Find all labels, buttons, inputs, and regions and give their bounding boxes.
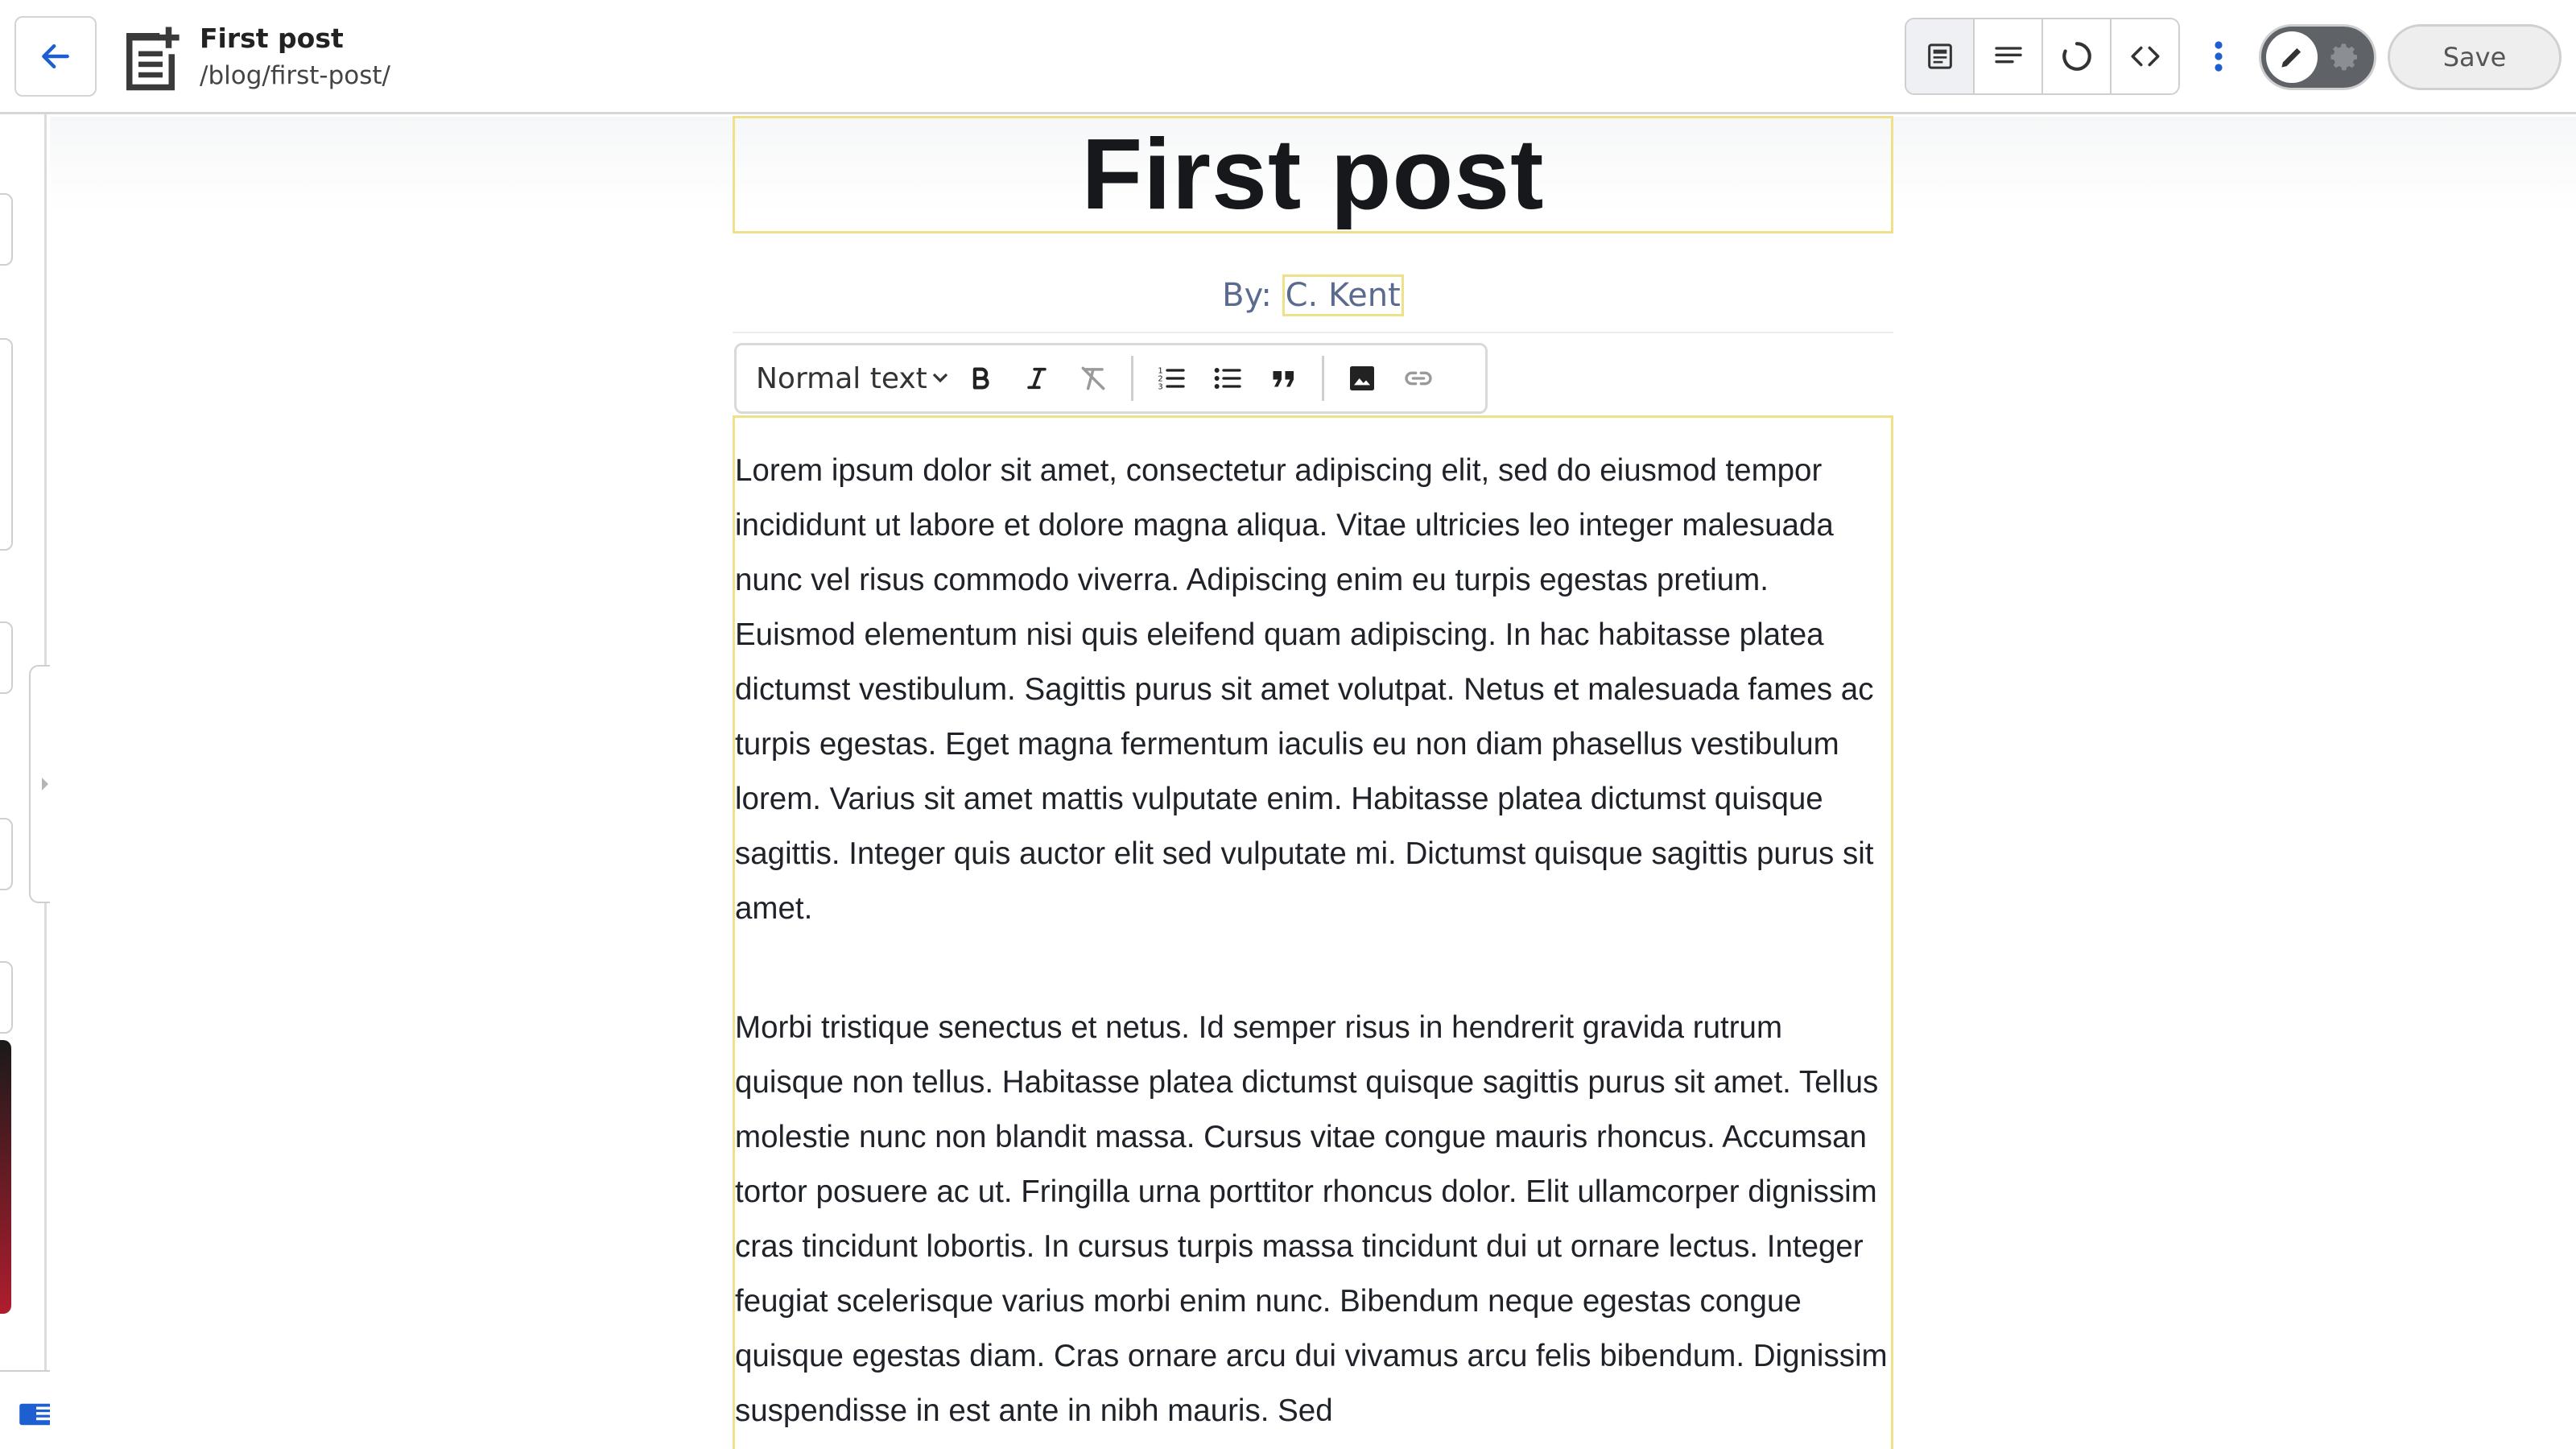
rail-tab-4[interactable] bbox=[0, 818, 13, 890]
clear-format-button[interactable] bbox=[1065, 350, 1121, 407]
pencil-icon bbox=[2277, 42, 2307, 72]
arrow-left-icon bbox=[38, 39, 73, 74]
page-title: First post bbox=[200, 23, 344, 54]
code-view-button[interactable] bbox=[2112, 19, 2178, 93]
preview-button[interactable] bbox=[2043, 19, 2112, 93]
link-icon bbox=[1402, 362, 1435, 394]
clear-format-icon bbox=[1077, 363, 1109, 394]
chevron-down-icon bbox=[932, 373, 948, 384]
italic-button[interactable] bbox=[1009, 350, 1065, 407]
bullet-list-icon bbox=[1212, 362, 1244, 394]
toolbar-divider bbox=[1131, 356, 1133, 401]
text-style-value: Normal text bbox=[756, 361, 927, 395]
svg-text:2: 2 bbox=[1158, 374, 1163, 384]
loading-icon bbox=[2060, 39, 2094, 73]
byline bbox=[733, 277, 1893, 314]
body-paragraph: Lorem ipsum dolor sit amet, consectetur adipiscing elit, sed do eiusmod tempor incididunt ut labore et dolore magna aliqua. Vitae ultricies leo integer malesuada nunc vel risus commodo viverra. Adipiscing enim eu turpis egestas pretium. Euismod elementum nisi quis eleifend quam adipiscing. In hac habitasse platea dictumst vestibulum. Sagittis purus sit amet volutpat. Netus et malesuada fames ac turpis egestas. Eget magna fermentum iaculis eu non diam phasellus vestibulum lorem. Varius sit amet mattis vulputate enim. Habitasse platea dictumst quisque sagittis. Integer quis auctor elit sed vulputate mi. Dictumst quisque sagittis purus sit amet. bbox=[735, 453, 1874, 926]
byline-divider bbox=[733, 332, 1893, 333]
bullet-list-button[interactable] bbox=[1199, 350, 1256, 407]
caret-right-icon bbox=[39, 776, 51, 792]
rail-tab-2[interactable] bbox=[0, 338, 13, 551]
byline-prefix: By: bbox=[1222, 277, 1272, 314]
form-view-icon bbox=[1924, 40, 1956, 72]
italic-icon bbox=[1023, 364, 1051, 393]
body-paragraph: Morbi tristique senectus et netus. Id semper risus in hendrerit gravida rutrum quisque non tellus. Habitasse platea dictumst quisque sagittis purus sit amet. Tellus molestie nunc non blandit massa. Cursus vitae congue mauris rhoncus. Accumsan tortor posuere ac ut. Fringilla urna porttitor rhoncus dolor. Elit ullamcorper dignissim cras tincidunt lobortis. In cursus turpis massa tincidunt dui ut ornare lectus. Integer feugiat scelerisque varius morbi enim nunc. Bibendum neque egestas congue quisque egestas diam. Cras ornare arcu dui vivamus arcu felis bibendum. Dignissim suspendisse in est ante in nibh mauris. Sed bbox=[735, 1010, 1888, 1428]
svg-text:1: 1 bbox=[1158, 366, 1163, 376]
rail-tab-5[interactable] bbox=[0, 961, 13, 1034]
new-document-icon bbox=[114, 21, 187, 93]
svg-text:3: 3 bbox=[1158, 382, 1163, 392]
text-view-button[interactable] bbox=[1975, 19, 2043, 93]
insert-link-button[interactable] bbox=[1390, 350, 1447, 407]
color-swatch-strip bbox=[0, 1040, 11, 1314]
more-options-button[interactable] bbox=[2202, 32, 2235, 80]
quote-icon bbox=[1269, 364, 1299, 393]
rail-tab-3[interactable] bbox=[0, 621, 13, 694]
save-button[interactable]: Save bbox=[2388, 24, 2562, 90]
gear-icon bbox=[2329, 41, 2361, 73]
edit-mode-toggle[interactable] bbox=[2259, 24, 2376, 90]
code-view-icon bbox=[2128, 39, 2162, 73]
author-field[interactable]: C. Kent bbox=[1282, 275, 1404, 316]
back-button[interactable] bbox=[14, 16, 97, 97]
text-style-select[interactable] bbox=[756, 362, 952, 395]
rich-text-toolbar bbox=[734, 343, 1488, 414]
top-bar bbox=[0, 0, 2576, 114]
blockquote-button[interactable] bbox=[1256, 350, 1312, 407]
numbered-list-icon bbox=[1155, 362, 1187, 394]
toolbar-divider bbox=[1322, 356, 1324, 401]
bold-button[interactable] bbox=[952, 350, 1009, 407]
numbered-list-button[interactable] bbox=[1143, 350, 1199, 407]
image-icon bbox=[1346, 362, 1378, 394]
kebab-menu-icon bbox=[2213, 40, 2224, 72]
rail-tab-1[interactable] bbox=[0, 193, 13, 266]
page-path: /blog/first-post/ bbox=[200, 61, 390, 90]
bold-icon bbox=[967, 364, 994, 393]
text-view-icon bbox=[1992, 40, 2025, 72]
toggle-knob bbox=[2266, 31, 2318, 83]
title-field[interactable] bbox=[733, 116, 1893, 233]
body-editor[interactable] bbox=[733, 415, 1893, 1449]
form-view-button[interactable] bbox=[1906, 19, 1975, 93]
insert-image-button[interactable] bbox=[1334, 350, 1390, 407]
document-title: First post bbox=[1081, 119, 1545, 230]
view-mode-group bbox=[1905, 18, 2180, 95]
settings-slot bbox=[2326, 38, 2364, 76]
